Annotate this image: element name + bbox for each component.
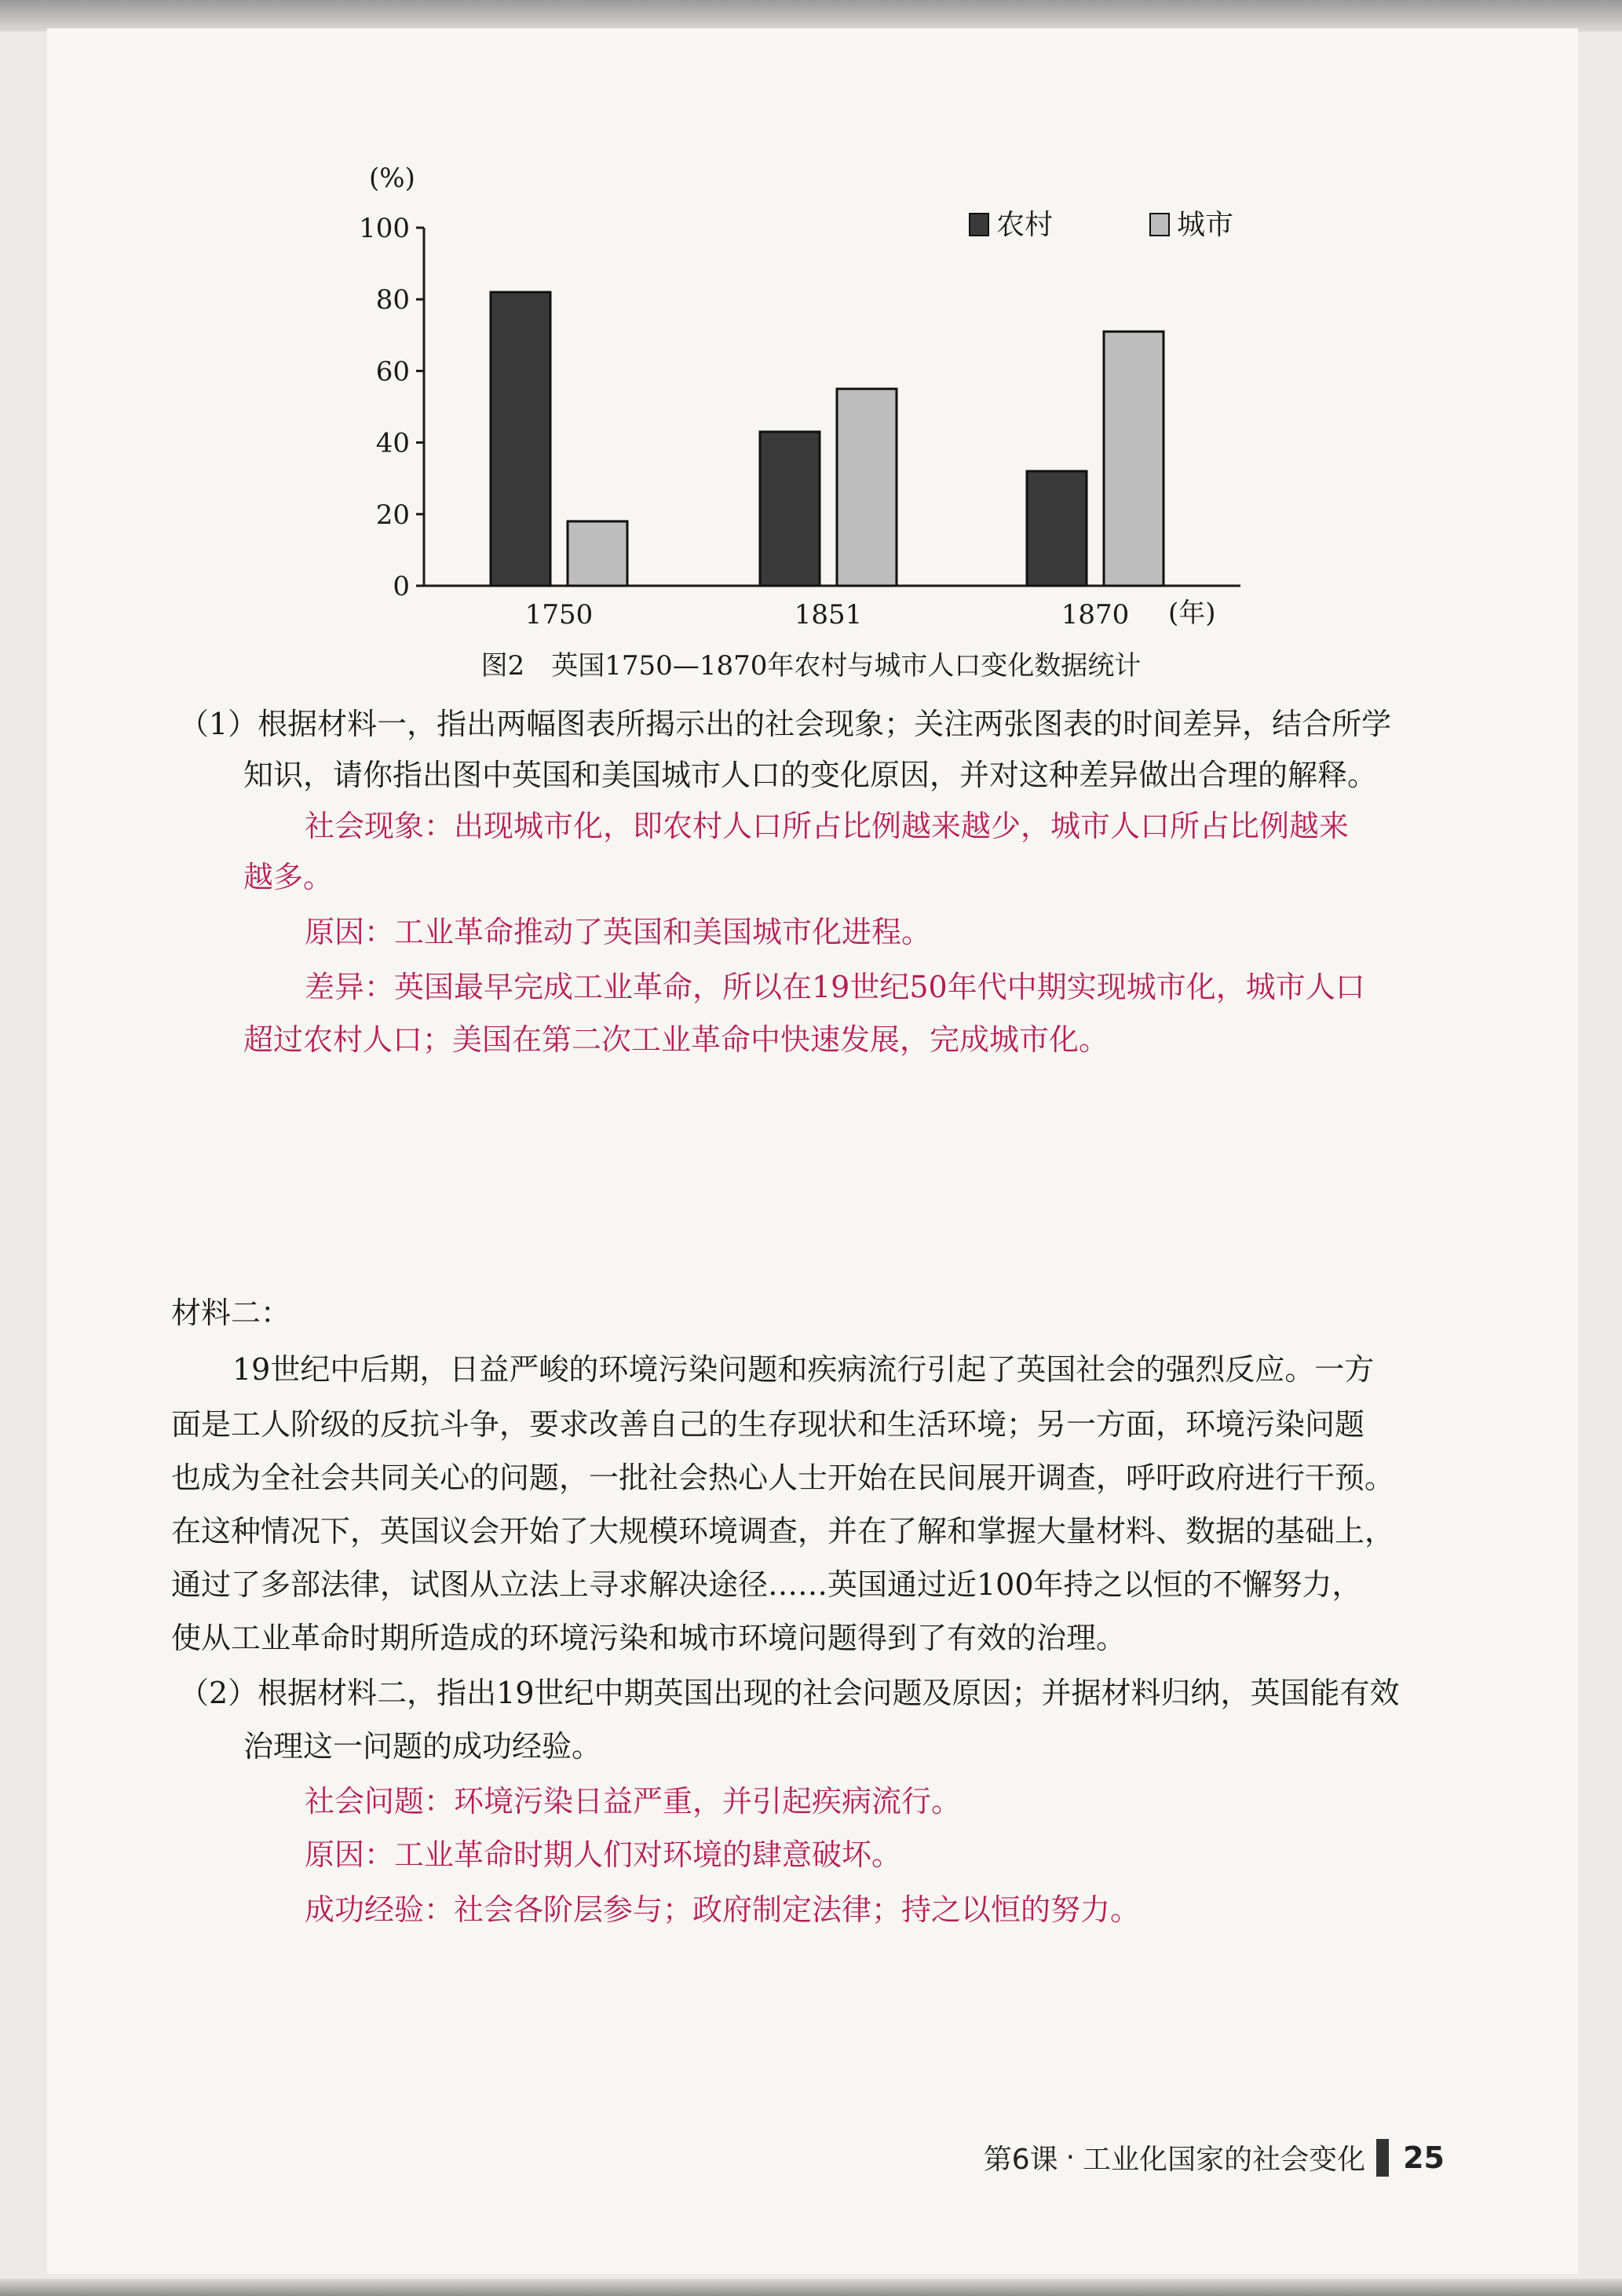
material-2-line: 使从工业革命时期所造成的环境污染和城市环境问题得到了有效的治理。 [171,1621,1127,1655]
bar-rural-1851 [760,432,820,586]
y-tick-label: 100 [359,213,410,244]
bar-urban-1851 [837,389,897,586]
answer-1-difference-line-2: 超过农村人口；美国在第二次工业革命中快速发展，完成城市化。 [243,1022,1109,1057]
legend-swatch [970,214,988,236]
legend-label: 农村 [996,209,1054,241]
answer-2-experience: 成功经验：社会各阶层参与；政府制定法律；持之以恒的努力。 [305,1892,1141,1927]
y-tick-label: 0 [393,571,410,602]
page-number: 25 [1403,2140,1445,2175]
y-tick-label: 60 [375,356,410,388]
answer-2-reason: 原因：工业革命时期人们对环境的肆意破坏。 [305,1837,902,1872]
population-bar-chart [0,0,1622,644]
bar-urban-1750 [568,521,627,586]
material-2-line: 通过了多部法律，试图从立法上寻求解决途径……英国通过近100年持之以恒的不懈努力， [171,1567,1362,1602]
answer-1-reason: 原因：工业革命推动了英国和美国城市化进程。 [305,915,932,949]
chart-caption: 图2 英国1750—1870年农村与城市人口变化数据统计 [480,650,1142,682]
answer-2-problem: 社会问题：环境污染日益严重，并引起疾病流行。 [305,1784,962,1819]
bar-rural-1870 [1027,471,1087,586]
question-1-line-2: 知识，请你指出图中英国和美国城市人口的变化原因，并对这种差异做出合理的解释。 [243,758,1378,792]
y-tick-label: 40 [375,427,410,459]
footer-separator: · [1065,2141,1076,2174]
material-2-line: 在这种情况下，英国议会开始了大规模环境调查，并在了解和掌握大量材料、数据的基础上， [171,1514,1395,1548]
lesson-number: 第6课 [983,2144,1058,2176]
legend-swatch [1150,214,1169,236]
answer-1-phenomenon-line-1: 社会现象：出现城市化，即农村人口所占比例越来越少，城市人口所占比例越来 [305,809,1350,843]
answer-1-phenomenon-line-2: 越多。 [243,860,334,894]
y-tick-label: 80 [375,284,410,316]
x-axis-label: (年) [1168,598,1216,629]
x-tick-label: 1870 [1061,599,1130,631]
material-2-line: 面是工人阶级的反抗斗争，要求改善自己的生存现状和生活环境；另一方面，环境污染问题 [171,1407,1365,1442]
x-tick-label: 1851 [794,599,863,631]
legend-label: 城市 [1177,209,1234,241]
x-tick-label: 1750 [524,599,594,631]
y-tick-label: 20 [375,499,410,531]
answer-1-difference-line-1: 差异：英国最早完成工业革命，所以在19世纪50年代中期实现城市化，城市人口 [305,970,1365,1004]
bar-rural-1750 [491,292,550,586]
question-2-line-2: 治理这一问题的成功经验。 [243,1729,602,1764]
lesson-title: 工业化国家的社会变化 [1083,2144,1366,2176]
material-2-line: 19世纪中后期，日益严峻的环境污染问题和疾病流行引起了英国社会的强烈反应。一方 [232,1352,1375,1387]
scan-bottom-edge [0,2279,1622,2296]
y-axis-label: (%) [369,163,415,194]
question-1-line-1: （1）根据材料一，指出两幅图表所揭示出的社会现象；关注两张图表的时间差异，结合所学 [179,707,1392,741]
material-2-line: 也成为全社会共同关心的问题，一批社会热心人士开始在民间展开调查，呼吁政府进行干预。 [171,1461,1395,1495]
page-footer [984,2137,1445,2177]
bar-urban-1870 [1104,331,1164,586]
material-2-heading: 材料二： [171,1296,291,1330]
question-2-line-1: （2）根据材料二，指出19世纪中期英国出现的社会问题及原因；并据材料归纳，英国能有效 [179,1676,1400,1710]
footer-bar [1376,2139,1389,2177]
